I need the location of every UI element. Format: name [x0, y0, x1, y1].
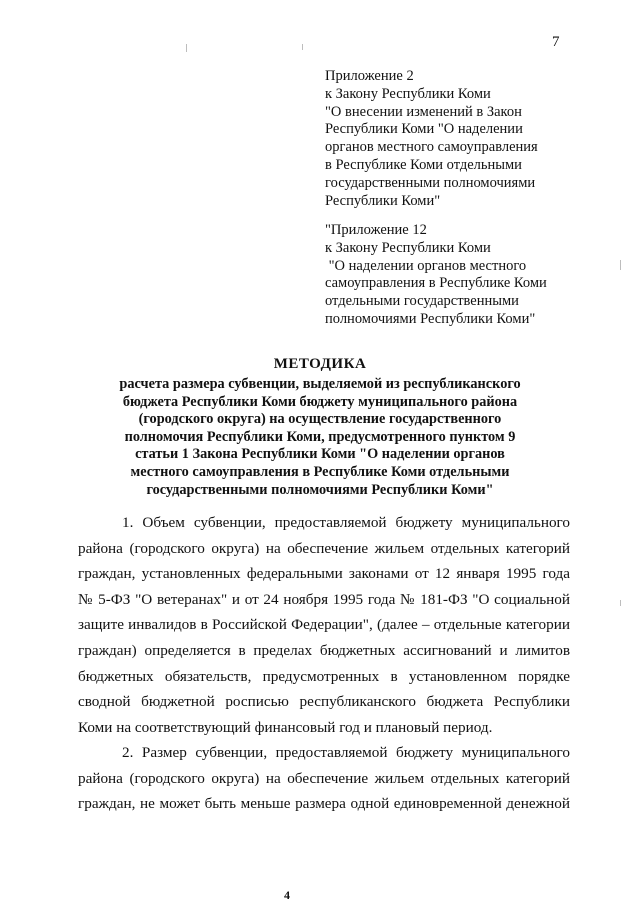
- paragraph-line: граждан, не может быть меньше размера одной единовременной денежной: [78, 795, 570, 813]
- appendix-line: Республики Коми": [325, 192, 441, 209]
- paragraph-line: района (городского округа) на обеспечение жильем отдельных категорий: [78, 539, 570, 557]
- paragraph-1: [78, 510, 570, 740]
- appendix-line: органов местного самоуправления: [325, 139, 538, 156]
- subtitle-line: государственными полномочиями Республики Коми": [146, 481, 494, 498]
- paragraph-line: граждан, установленных федеральными законами от 12 января 1995 года: [78, 565, 570, 583]
- appendix-line: Приложение 2: [325, 68, 414, 84]
- page-number: 7: [552, 34, 560, 50]
- document-subtitle: [90, 376, 550, 499]
- appendix-2-header: [325, 68, 625, 210]
- appendix-line: самоуправления в Республике Коми: [325, 275, 547, 292]
- subtitle-line: бюджета Республики Коми бюджету муниципального района: [122, 393, 518, 410]
- scan-artifact: [302, 44, 303, 50]
- subtitle-line: полномочия Республики Коми, предусмотренного пунктом 9: [124, 428, 516, 445]
- paragraph-line: района (городского округа) на обеспечение жильем отдельных категорий: [78, 769, 570, 787]
- appendix-line: "О наделении органов местного: [325, 257, 527, 274]
- appendix-line: к Закону Республики Коми: [325, 239, 491, 256]
- subtitle-line: местного самоуправления в Республике Коми отдельными: [130, 463, 510, 480]
- paragraph-line: бюджетных обязательств, предусмотренных в установленном порядке: [78, 667, 570, 685]
- paragraph-2: [78, 740, 570, 817]
- subtitle-line: статьи 1 Закона Республики Коми "О наделении органов: [135, 446, 505, 463]
- scan-artifact: [186, 44, 187, 52]
- paragraph-line: защите инвалидов в Российской Федерации", (далее – отдельные категории: [78, 616, 570, 634]
- appendix-line: отдельными государственными: [325, 293, 519, 310]
- appendix-line: в Республике Коми отдельными: [325, 156, 522, 173]
- appendix-line: к Закону Республики Коми: [325, 85, 491, 102]
- scan-artifact: [620, 600, 621, 606]
- appendix-12-header: [325, 222, 625, 329]
- paragraph-line: 1. Объем субвенции, предоставляемой бюджету муниципального: [122, 514, 570, 531]
- appendix-line: "Приложение 12: [325, 222, 427, 238]
- document-title: МЕТОДИКА: [273, 356, 367, 372]
- paragraph-line: сводной бюджетной росписью республиканского бюджета Республики: [78, 693, 570, 711]
- paragraph-line: Коми на соответствующий финансовый год и плановый период.: [78, 718, 493, 736]
- footer-mark: 4: [284, 888, 290, 902]
- appendix-line: Республики Коми "О наделении: [325, 121, 523, 138]
- paragraph-line: граждан) определяется в пределах бюджетных ассигнований и лимитов: [78, 641, 570, 659]
- subtitle-line: расчета размера субвенции, выделяемой из республиканского: [119, 376, 521, 392]
- paragraph-line: № 5-ФЗ "О ветеранах" и от 24 ноября 1995 года № 181-ФЗ "О социальной: [78, 590, 570, 608]
- appendix-line: государственными полномочиями: [325, 174, 536, 191]
- subtitle-line: (городского округа) на осуществление государственного: [138, 411, 502, 428]
- appendix-line: "О внесении изменений в Закон: [325, 103, 522, 120]
- paragraph-line: 2. Размер субвенции, предоставляемой бюджету муниципального: [122, 744, 570, 761]
- appendix-line: полномочиями Республики Коми": [325, 310, 536, 327]
